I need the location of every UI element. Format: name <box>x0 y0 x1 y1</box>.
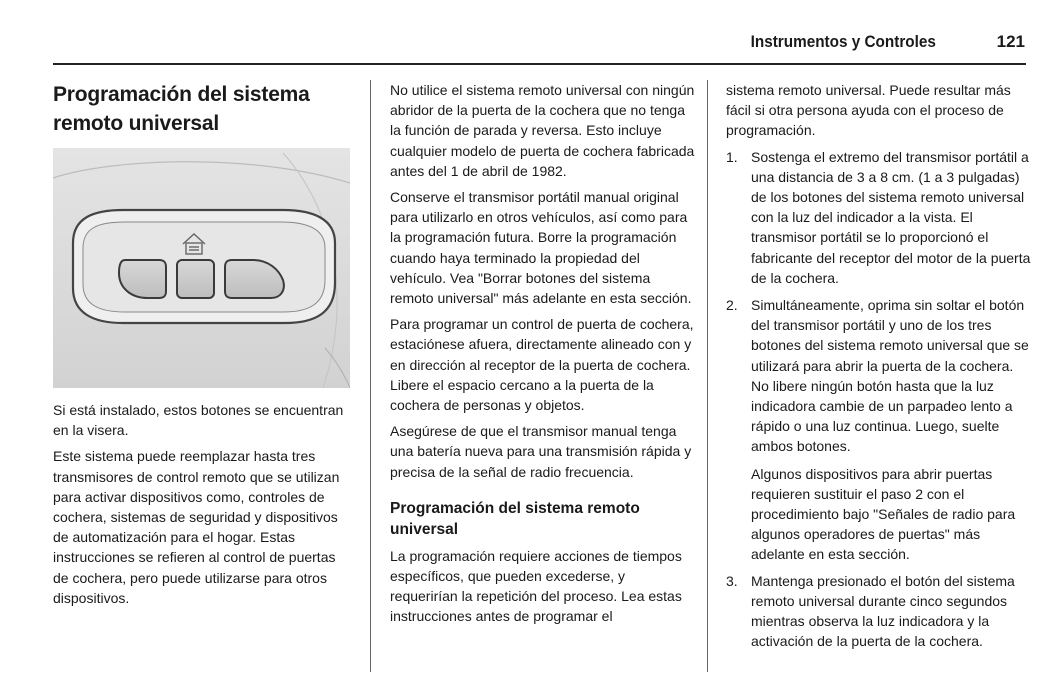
running-header-section: Instrumentos y Controles <box>750 32 936 51</box>
step-item <box>726 147 1031 288</box>
step-note: Algunos dispositivos para abrir puertas requieren sustituir el paso 2 con el procedimiento bajo "Señales de radio para algunos operadores de puertas" más adelante en esta sección. <box>751 465 1016 563</box>
paragraph: Conserve el transmisor portátil manual original para utilizarlo en otros vehículos, así como para la programación futura. Borre la programación cuando haya terminado la propiedad del vehículo. Vea "Borrar botones del sistema remoto universal" más adelante en esta sección. <box>390 189 692 307</box>
step-number: 3. <box>726 572 738 589</box>
step-item <box>726 295 1031 457</box>
step-number: 2. <box>726 297 738 314</box>
step-text: Sostenga el extremo del transmisor portátil a una distancia de 3 a 8 cm. (1 a 3 pulgadas) de los botones del sistema remoto universal con la luz del indicador a la vista. El transmisor portátil se lo proporcionó el fabricante del receptor del motor de la puerta de la cochera. <box>751 148 1031 286</box>
column-divider <box>707 80 708 672</box>
page-number: 121 <box>996 32 1025 51</box>
steps-list <box>726 147 1031 457</box>
step-number: 1. <box>726 148 738 165</box>
steps-list <box>726 571 1031 652</box>
header-rule <box>53 63 1026 65</box>
section-heading: Programación del sistema remoto universal <box>53 83 310 135</box>
column-1 <box>53 80 353 614</box>
step-text: Mantenga presionado el botón del sistema remoto universal durante cinco segundos mientras observa la luz indicadora y la activación de la puerta de la cochera. <box>751 572 1015 650</box>
paragraph: sistema remoto universal. Puede resultar más fácil si otra persona ayuda con el proceso de programación. <box>726 82 1011 139</box>
subsection-heading: Programación del sistema remoto universal <box>390 499 640 538</box>
column-divider <box>370 80 371 672</box>
paragraph: La programación requiere acciones de tiempos específicos, que pueden excederse, y requerirían la repetición del proceso. Lea estas instrucciones antes de programar el <box>390 547 682 625</box>
paragraph: Este sistema puede reemplazar hasta tres transmisores de control remoto que se utilizan para activar dispositivos como, controles de cochera, sistemas de seguridad y dispositivos de automatización para el hogar. Estas instrucciones se refieren al control de puertas de cochera, pero puede utilizarse para otros dispositivos. <box>53 448 340 606</box>
universal-remote-buttons-figure <box>53 148 350 388</box>
paragraph: Asegúrese de que el transmisor manual tenga una batería nueva para una transmisión rápida y precisa de la señal de radio frecuencia. <box>390 423 692 480</box>
remote-button-2 <box>177 260 214 298</box>
step-item <box>726 571 1031 652</box>
paragraph: No utilice el sistema remoto universal con ningún abridor de la puerta de la cochera que no tenga la función de parada y reversa. Esto incluye cualquier modelo de puerta de cochera fabricada antes del 1 de abril de 1982. <box>390 82 695 179</box>
column-3 <box>726 80 1031 658</box>
column-2 <box>390 80 695 633</box>
paragraph: Para programar un control de puerta de cochera, estaciónese afuera, directamente alineado con y en dirección al receptor de la puerta de cochera. Libere el espacio cercano a la puerta de la cochera de personas y objetos. <box>390 316 694 414</box>
paragraph: Si está instalado, estos botones se encuentran en la visera. <box>53 402 344 439</box>
step-text: Simultáneamente, oprima sin soltar el botón del transmisor portátil y uno de los tres botones del sistema remoto universal que se utilizará para abrir la puerta de la cochera. No libere ningún botón hasta que la luz indicadora cambie de un parpadeo lento a rápido o una luz continua. Luego, suelte ambos botones. <box>751 297 1029 455</box>
